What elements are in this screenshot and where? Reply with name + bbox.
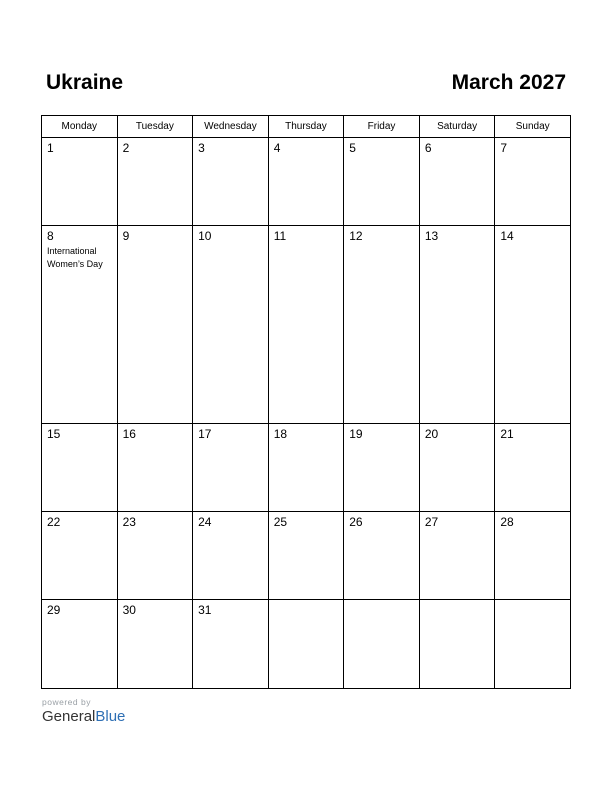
week-row (42, 512, 571, 600)
day-cell[interactable] (495, 512, 571, 600)
day-number: 10 (198, 229, 212, 244)
day-number: 16 (122, 426, 136, 441)
brand-general: General (42, 708, 96, 725)
day-number: 4 (273, 141, 281, 155)
day-cell[interactable] (495, 600, 571, 689)
day-cell[interactable] (419, 600, 495, 689)
day-cell[interactable] (117, 423, 193, 511)
day-number: 27 (424, 515, 439, 529)
day-number: 30 (122, 603, 136, 618)
day-cell[interactable] (419, 226, 495, 423)
day-number: 17 (198, 426, 212, 441)
day-number: 29 (47, 603, 61, 618)
day-cell[interactable] (193, 600, 269, 689)
day-cell[interactable] (193, 512, 269, 600)
day-number: 8 (47, 229, 54, 244)
day-number: 9 (122, 229, 130, 244)
day-cell[interactable] (42, 226, 118, 423)
day-cell[interactable] (344, 423, 420, 511)
day-number: 21 (500, 426, 514, 441)
day-number: 18 (273, 426, 288, 441)
month-title: March 2027 (451, 71, 566, 94)
day-number: 12 (349, 229, 363, 244)
weekday-header: Tuesday (117, 116, 193, 138)
week-row (42, 226, 571, 423)
day-cell[interactable] (117, 138, 193, 226)
week-row (42, 138, 571, 226)
weekday-header: Monday (42, 116, 118, 138)
day-cell[interactable] (42, 423, 118, 511)
day-number: 11 (273, 229, 287, 244)
day-cell[interactable] (344, 600, 420, 689)
powered-by-text: powered by (42, 697, 91, 707)
day-number: 3 (198, 141, 205, 155)
day-cell[interactable] (193, 423, 269, 511)
week-row (42, 423, 571, 511)
day-number: 5 (349, 141, 356, 155)
day-cell[interactable] (193, 138, 269, 226)
day-number: 20 (424, 426, 439, 441)
day-number: 7 (500, 141, 508, 155)
day-cell[interactable] (344, 138, 420, 226)
day-cell[interactable] (268, 226, 344, 423)
day-number: 24 (198, 515, 212, 529)
brand-blue: Blue (95, 708, 126, 725)
day-cell[interactable] (42, 600, 118, 689)
week-row (42, 600, 571, 689)
day-number: 31 (198, 603, 212, 618)
weekday-header: Thursday (268, 116, 344, 138)
day-cell[interactable] (495, 138, 571, 226)
day-number: 1 (47, 141, 54, 155)
day-cell[interactable] (117, 600, 193, 689)
day-cell[interactable] (419, 138, 495, 226)
footer-branding (42, 697, 125, 725)
day-cell[interactable] (495, 423, 571, 511)
day-number: 22 (47, 515, 61, 529)
day-number: 6 (424, 141, 432, 155)
day-cell[interactable] (344, 226, 420, 423)
day-number: 2 (122, 141, 130, 155)
day-cell[interactable] (42, 138, 118, 226)
day-number: 23 (122, 515, 136, 529)
day-number: 26 (349, 515, 363, 529)
day-number: 28 (500, 515, 514, 529)
day-number: 15 (47, 426, 61, 441)
day-cell[interactable] (268, 600, 344, 689)
day-cell[interactable] (419, 512, 495, 600)
weekday-header: Friday (344, 116, 420, 138)
day-number: 14 (500, 229, 514, 244)
weekday-header: Wednesday (193, 116, 269, 138)
brand-logo[interactable] (42, 708, 125, 725)
day-cell[interactable] (419, 423, 495, 511)
day-number: 13 (424, 229, 439, 244)
weekday-header: Saturday (419, 116, 495, 138)
day-number: 25 (273, 515, 288, 529)
day-cell[interactable] (42, 512, 118, 600)
weekday-header: Sunday (495, 116, 571, 138)
day-cell[interactable] (193, 226, 269, 423)
day-cell[interactable] (117, 512, 193, 600)
day-number: 19 (349, 426, 363, 441)
day-cell[interactable] (268, 423, 344, 511)
day-cell[interactable] (268, 512, 344, 600)
day-cell[interactable] (495, 226, 571, 423)
day-cell[interactable] (117, 226, 193, 423)
day-cell[interactable] (268, 138, 344, 226)
weekday-header-row (42, 116, 571, 138)
calendar-grid (41, 115, 571, 689)
day-cell[interactable] (344, 512, 420, 600)
country-title: Ukraine (46, 71, 124, 94)
holiday-label: International Women’s Day (47, 246, 103, 270)
